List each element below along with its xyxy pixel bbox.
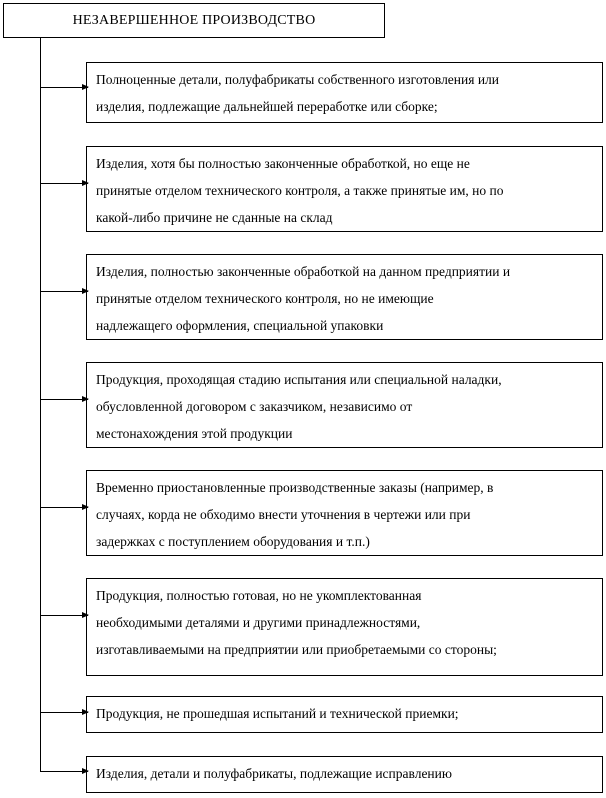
connector-arrow-8	[40, 771, 88, 772]
item-node-2	[86, 146, 603, 232]
item-node-8	[86, 756, 603, 793]
item-1-line-1: Полноценные детали, полуфабрикаты собственного изготовления или	[96, 72, 500, 87]
item-3-line-2: принятые отделом технического контроля, но не имеющие	[96, 291, 434, 306]
item-4-line-1: Продукция, проходящая стадию испытания или специальной наладки,	[96, 372, 502, 387]
root-node	[3, 3, 385, 38]
connector-arrow-5	[40, 507, 88, 508]
connector-arrow-6	[40, 615, 88, 616]
item-4-line-3: местонахождения этой продукции	[96, 426, 293, 441]
item-5-line-1: Временно приостановленные производственные заказы (например, в	[96, 480, 494, 495]
item-node-3	[86, 254, 603, 340]
item-4-line-2: обусловленной договором с заказчиком, независимо от	[96, 399, 413, 414]
item-6-line-3: изготавливаемыми на предприятии или приобретаемыми со стороны;	[96, 642, 497, 657]
item-2-line-1: Изделия, хотя бы полностью законченные обработкой, но еще не	[96, 156, 470, 171]
item-node-4	[86, 362, 603, 448]
item-7-line-1: Продукция, не прошедшая испытаний и технической приемки;	[96, 706, 459, 721]
connector-arrow-1	[40, 87, 88, 88]
item-8-line-1: Изделия, детали и полуфабрикаты, подлежащие исправлению	[96, 766, 452, 781]
connector-arrow-3	[40, 291, 88, 292]
connector-arrow-4	[40, 399, 88, 400]
item-node-5	[86, 470, 603, 556]
item-5-line-3: задержках с поступлением оборудования и т.п.)	[96, 534, 370, 549]
item-3-line-3: надлежащего оформления, специальной упаковки	[96, 318, 384, 333]
item-2-line-2: принятые отделом технического контроля, а также принятые им, но по	[96, 183, 504, 198]
connector-arrow-2	[40, 183, 88, 184]
item-5-line-2: случаях, корда не обходимо внести уточнения в чертежи или при	[96, 507, 471, 522]
item-node-7	[86, 696, 603, 733]
root-node-label: НЕЗАВЕРШЕННОЕ ПРОИЗВОДСТВО	[72, 12, 316, 28]
item-node-1	[86, 62, 603, 123]
item-6-line-1: Продукция, полностью готовая, но не укомплектованная	[96, 588, 422, 603]
item-2-line-3: какой-либо причине не сданные на склад	[96, 210, 333, 225]
item-3-line-1: Изделия, полностью законченные обработкой на данном предприятии и	[96, 264, 511, 279]
item-node-6	[86, 578, 603, 676]
item-1-line-2: изделия, подлежащие дальнейшей переработке или сборке;	[96, 99, 438, 114]
trunk-line	[40, 38, 41, 771]
connector-arrow-7	[40, 712, 88, 713]
item-6-line-2: необходимыми деталями и другими принадлежностями,	[96, 615, 421, 630]
